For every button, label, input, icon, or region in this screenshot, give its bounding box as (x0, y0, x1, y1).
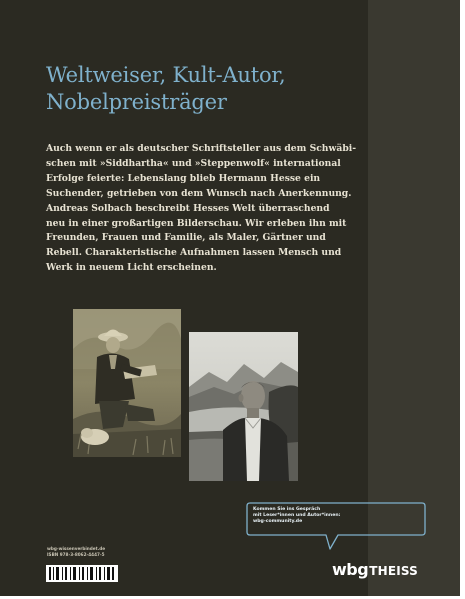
community-speech-bubble (246, 502, 426, 556)
headline-line: Nobelpreisträger (46, 90, 227, 114)
blurb-line: schen mit »Siddhartha« und »Steppenwolf« international (46, 157, 341, 169)
blurb-line: Werk in neuem Licht erscheinen. (46, 262, 217, 274)
photo-hesse-portrait-lake (189, 332, 298, 481)
logo-wbg-text: wbg (332, 560, 369, 579)
blurb-line: Freunden, Frauen und Familie, als Maler, Gärtner und (46, 232, 326, 244)
wbg-theiss-logo (332, 560, 418, 582)
logo-theiss-text: THEISS (369, 564, 419, 578)
isbn-barcode (46, 565, 118, 582)
blurb-line: Andreas Solbach beschreibt Hesses Welt überraschend (46, 202, 330, 214)
publisher-website: wbg-wissenverbindet.de (47, 546, 106, 551)
blurb-line: Rebell. Charakteristische Aufnahmen lassen Mensch und (46, 247, 342, 259)
blurb-line: Auch wenn er als deutscher Schriftsteller aus dem Schwäbi- (46, 143, 357, 154)
publisher-info (47, 546, 105, 558)
speech-bubble-line: wbg-community.de (253, 519, 303, 525)
blurb-line: neu in einer großartigen Bilderschau. Wir erleben ihn mit (46, 217, 347, 229)
photo-hesse-sketching-outdoors (73, 309, 181, 457)
speech-bubble-line: Kommen Sie ins Gespräch (253, 507, 321, 512)
speech-bubble-line: mit Leser*innen und Autor*innen: (253, 513, 341, 519)
headline-line: Weltweiser, Kult-Autor, (46, 63, 286, 87)
speech-bubble-text (253, 507, 423, 525)
blurb-line: Erfolge feierte: Lebenslang blieb Hermann Hesse ein (46, 172, 321, 184)
isbn-number: ISBN 978-3-8062-4447-5 (47, 552, 105, 557)
headline (46, 62, 346, 116)
blurb-text (46, 142, 357, 276)
blurb-line: Suchender, getrieben von dem Wunsch nach Anerkennung. (46, 187, 352, 199)
